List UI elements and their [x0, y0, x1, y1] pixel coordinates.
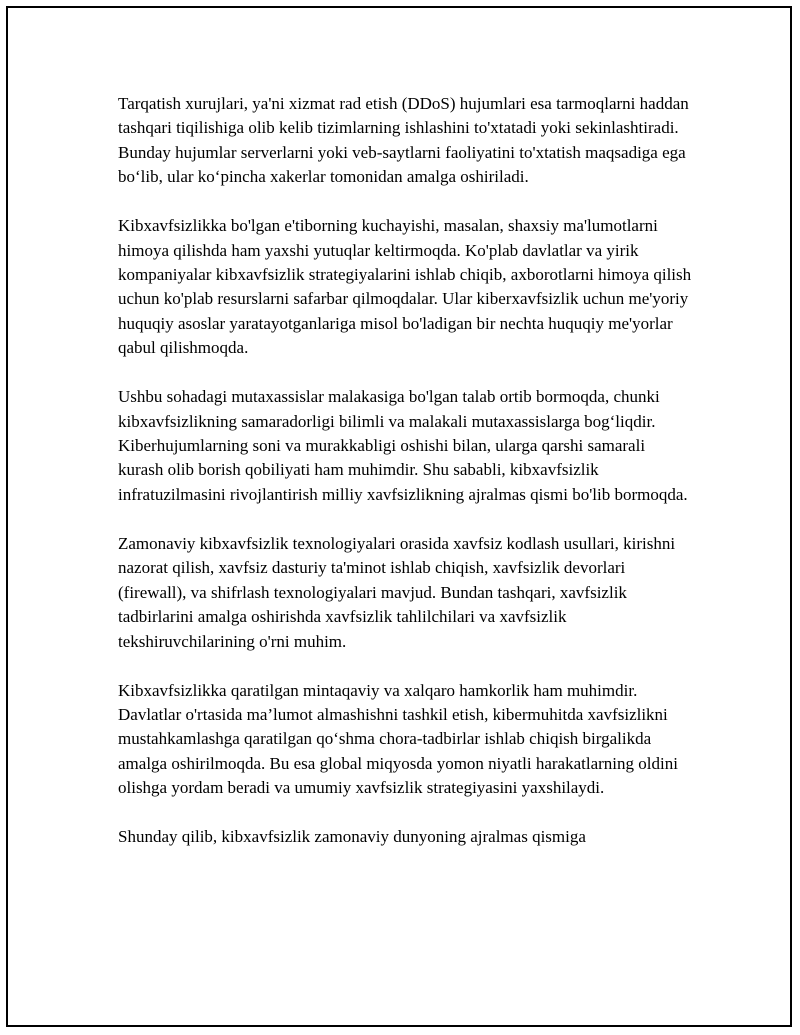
paragraph-technologies: Zamonaviy kibxavfsizlik texnologiyalari orasida xavfsiz kodlash usullari, kirishni nazorat qilish, xavfsiz dasturiy ta'minot ishlab chiqish, xavfsizlik devorlari (firewall), va shifrlash texnologiyalari mavjud. Bundan tashqari, xavfsizlik tadbirlarini amalga oshirishda xavfsizlik tahlilchilari va xavfsizlik tekshiruvchilarining o'rni muhim.	[118, 533, 676, 651]
paragraph-conclusion: Shunday qilib, kibxavfsizlik zamonaviy dunyoning ajralmas qismiga	[118, 827, 586, 847]
paragraph-ddos: Tarqatish xurujlari, ya'ni xizmat rad etish (DDoS) hujumlari esa tarmoqlarni haddan tashqari tiqilishiga olib kelib tizimlarning ishlashini to'xtatadi yoki sekinlashtiradi. Bunday hujumlar serverlarni yoki veb-saytlarni faoliyatini to'xtatish maqsadiga ega bo‘lib, ular ko‘pincha xakerlar tomonidan amalga oshiriladi.	[118, 94, 689, 187]
paragraph-specialists: Ushbu sohadagi mutaxassislar malakasiga bo'lgan talab ortib bormoqda, chunki kibxavfsizlikning samaradorligi bilimli va malakali mutaxassislarga bog‘liqdir. Kiberhujumlarning soni va murakkabligi oshishi bilan, ularga qarshi samarali kurash olib borish qobiliyati ham muhimdir. Shu sababli, kibxavfsizlik infratuzilmasini rivojlantirish milliy xavfsizlikning ajralmas qismi bo'lib bormoqda.	[118, 387, 688, 504]
document-body	[118, 92, 693, 874]
paragraph-cooperation: Kibxavfsizlikka qaratilgan mintaqaviy va xalqaro hamkorlik ham muhimdir. Davlatlar o'rtasida ma’lumot almashishni tashkil etish, kibermuhitda xavfsizlikni mustahkamlashga qaratilgan qo‘shma chora-tadbirlar ishlab chiqish birgalikda amalga oshirilmoqda. Bu esa global miqyosda yomon niyatli harakatlarning oldini olishga yordam beradi va umumiy xavfsizlik strategiyasini yaxshilaydi.	[118, 680, 678, 798]
paragraph-attention: Kibxavfsizlikka bo'lgan e'tiborning kuchayishi, masalan, shaxsiy ma'lumotlarni himoya qilishda ham yaxshi yutuqlar keltirmoqda. Ko'plab davlatlar va yirik kompaniyalar kibxavfsizlik strategiyalarini ishlab chiqib, axborotlarni himoya qilish uchun ko'plab resurslarni safarbar qilmoqdalar. Ular kiberxavfsizlik uchun me'yoriy huquqiy asoslar yaratayotganlariga misol bo'ladigan bir nechta huquqiy me'yorlar qabul qilishmoqda.	[118, 216, 692, 358]
